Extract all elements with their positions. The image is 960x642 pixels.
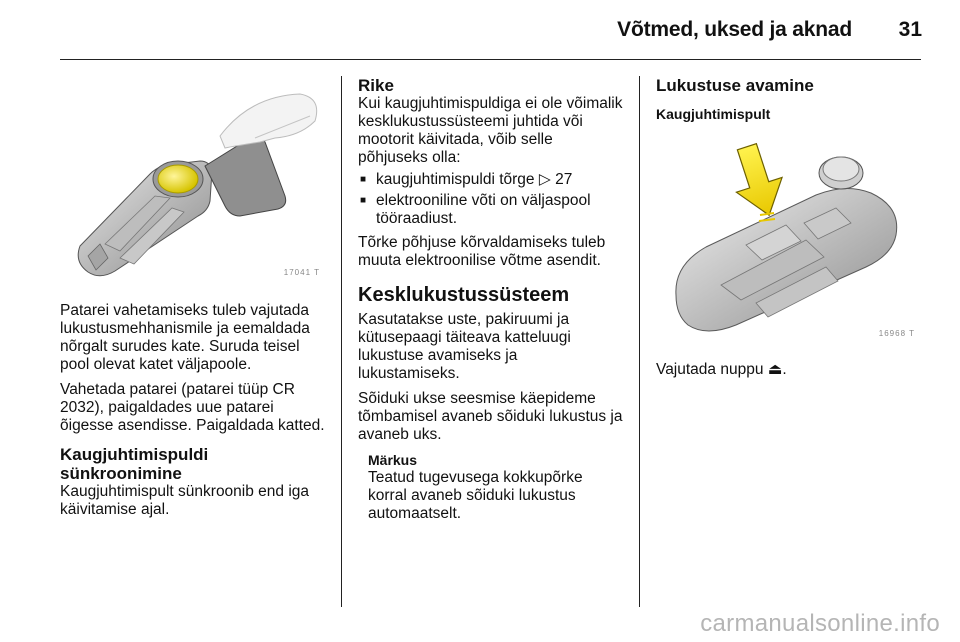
battery-type-paragraph: Vahetada patarei (patarei tüüp CR 2032), paigaldades uue patarei õigesse asendisse. Paigaldada katted. <box>60 381 325 434</box>
figure-code: 16968 T <box>878 329 915 338</box>
page-number: 31 <box>898 18 922 41</box>
list-item <box>358 171 623 189</box>
remote-control-subheading: Kaugjuhtimispult <box>656 106 771 122</box>
fault-heading: Rike <box>358 76 394 95</box>
battery-replacement-figure <box>60 76 326 286</box>
header-rule <box>60 59 921 60</box>
unlocking-heading: Lukustuse avamine <box>656 76 814 95</box>
figure-code: 17041 T <box>283 268 320 277</box>
battery-instruction-paragraph: Patarei vahetamiseks tuleb vajutada lukustusmehhanismile ja eemaldada nõrgalt surudes kate. Suruda teisel pool olevat katet väljapoole. <box>60 302 310 373</box>
battery-key-illustration <box>60 76 326 286</box>
remote-key-illustration <box>656 135 921 347</box>
remote-unlock-figure <box>656 135 921 347</box>
unlock-instruction <box>656 361 921 379</box>
central-locking-paragraph-1: Kasutatakse uste, pakiruumi ja kütusepaagi täiteava katteluugi lukustuse avamiseks ja lukustamiseks. <box>358 311 571 382</box>
instruction-period: . <box>782 361 787 378</box>
note-block <box>368 451 623 523</box>
synchronization-heading: Kaugjuhtimispuldi sünkroonimine <box>60 445 209 483</box>
watermark: carmanualsonline.info <box>700 610 940 637</box>
right-column <box>656 76 921 386</box>
central-locking-paragraph-2: Sõiduki ukse seesmise käepideme tõmbamisel avaneb sõiduki lukustus ja avaneb uks. <box>358 390 623 443</box>
central-locking-heading: Kesklukustussüsteem <box>358 284 570 306</box>
list-item <box>358 192 623 228</box>
middle-column <box>358 76 623 523</box>
left-column <box>60 76 326 526</box>
note-text: Teatud tugevusega kokkupõrke korral avaneb sõiduki lukustus automaatselt. <box>368 469 583 522</box>
fault-causes-list <box>358 171 623 228</box>
note-title: Märkus <box>368 452 418 468</box>
page-reference-icon: ▷ <box>538 171 551 188</box>
column-divider-2 <box>639 76 640 607</box>
unlock-button-icon: ⏏ <box>767 361 783 378</box>
column-divider-1 <box>341 76 342 607</box>
page-header-title: Võtmed, uksed ja aknad <box>617 18 852 41</box>
synchronization-paragraph: Kaugjuhtimispult sünkroonib end iga käivitamise ajal. <box>60 483 310 518</box>
unlock-instruction-text: Vajutada nuppu <box>656 361 764 378</box>
page-reference-link[interactable]: 27 <box>555 171 573 188</box>
fault-fix-paragraph: Tõrke põhjuse kõrvaldamiseks tuleb muuta elektroonilise võtme asendit. <box>358 234 606 269</box>
list-item-text: kaugjuhtimispuldi tõrge <box>376 171 535 188</box>
list-item-text: elektrooniline võti on väljaspool tööraadiust. <box>376 192 591 227</box>
fault-intro-paragraph: Kui kaugjuhtimispuldiga ei ole võimalik kesklukustussüsteemi juhtida või mootorit käivitada, võib selle põhjuseks olla: <box>358 95 623 166</box>
